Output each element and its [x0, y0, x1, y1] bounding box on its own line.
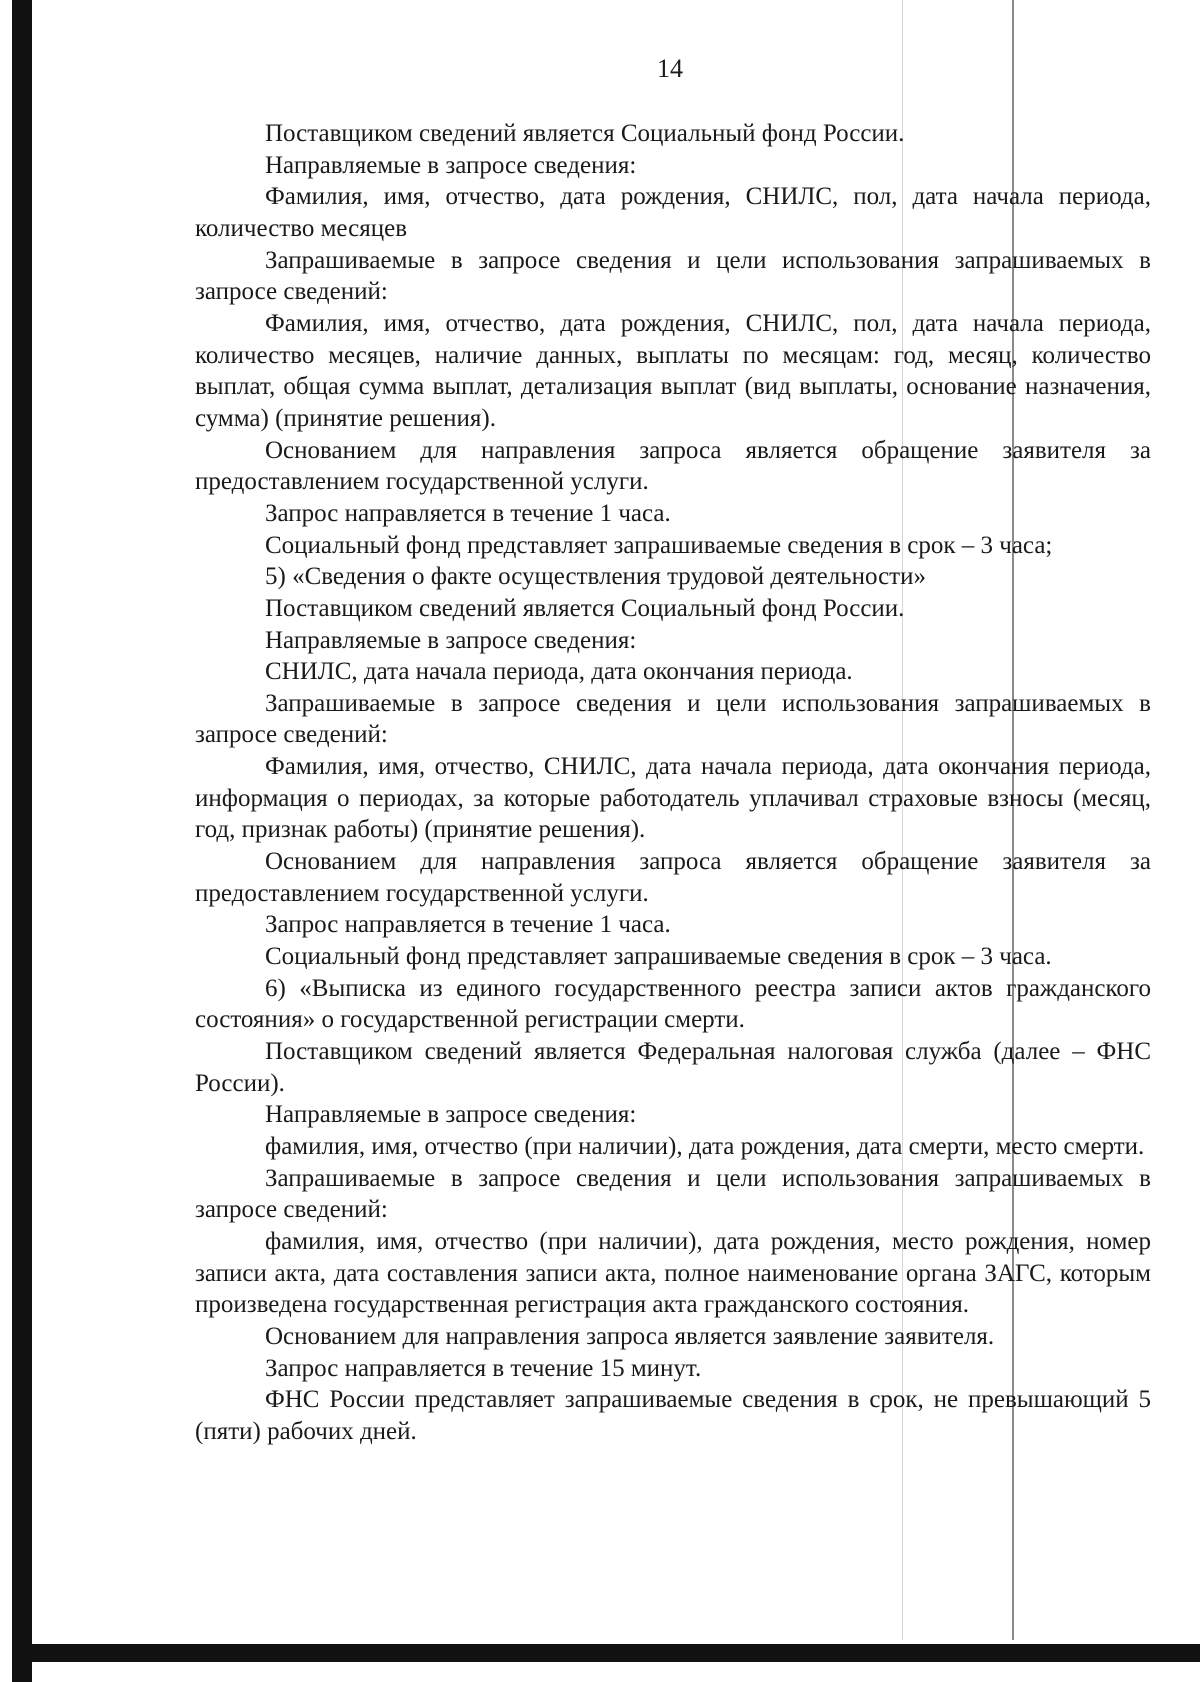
paragraph: Направляемые в запросе сведения: — [265, 151, 637, 179]
paragraph: Социальный фонд представляет запрашиваемые сведения в срок – 3 часа; — [265, 531, 1053, 559]
section-heading-5: 5) «Сведения о факте осуществления трудовой деятельности» — [265, 563, 926, 591]
paragraph: Запрос направляется в течение 15 минут. — [265, 1354, 702, 1382]
paragraph: Поставщиком сведений является Социальный фонд России. — [265, 120, 905, 147]
paragraph: Запрос направляется в течение 1 часа. — [265, 499, 671, 527]
section-heading-6: 6) «Выписка из единого государственного реестра записи актов гражданского состояния» о государственной регистрации смерти. — [195, 974, 1151, 1034]
paragraph: Основанием для направления запроса является обращение заявителя за предоставлением государственной услуги. — [195, 436, 1151, 496]
paragraph: Запрос направляется в течение 1 часа. — [265, 911, 671, 939]
paragraph: ФНС России представляет запрашиваемые сведения в срок, не превышающий 5 (пяти) рабочих дней. — [195, 1386, 1151, 1445]
paragraph: Направляемые в запросе сведения: — [265, 1101, 637, 1129]
paragraph: Поставщиком сведений является Социальный фонд России. — [265, 594, 905, 622]
scan-edge-bottom — [32, 1644, 1200, 1662]
paragraph: Запрашиваемые в запросе сведения и цели использования запрашиваемых в запросе сведений: — [195, 689, 1151, 749]
document-body — [195, 118, 1151, 1448]
paragraph: Фамилия, имя, отчество, дата рождения, СНИЛС, пол, дата начала периода, количество месяцев — [195, 183, 1151, 242]
paragraph: Основанием для направления запроса является обращение заявителя за предоставлением государственной услуги. — [195, 848, 1151, 907]
page-number: 14 — [657, 54, 683, 83]
paragraph: фамилия, имя, отчество (при наличии), дата рождения, дата смерти, место смерти. — [265, 1133, 1145, 1160]
paragraph: Социальный фонд представляет запрашиваемые сведения в срок – 3 часа. — [265, 943, 1052, 971]
paragraph: фамилия, имя, отчество (при наличии), дата рождения, место рождения, номер записи акта, дата составления записи акта, полное наименование органа ЗАГС, которым произведена государственная регистрация акта гражданского состояния. — [195, 1227, 1151, 1319]
paragraph: Направляемые в запросе сведения: — [265, 626, 637, 654]
paragraph: Фамилия, имя, отчество, дата рождения, СНИЛС, пол, дата начала периода, количество месяцев, наличие данных, выплаты по месяцам: год, месяц, количество выплат, общая сумма выплат, детализация выплат (вид выплаты, основание назначения, сумма) (принятие решения). — [195, 309, 1151, 432]
paragraph: Поставщиком сведений является Федеральная налоговая служба (далее – ФНС России). — [195, 1038, 1151, 1097]
paragraph: СНИЛС, дата начала периода, дата окончания периода. — [265, 658, 853, 686]
paragraph: Основанием для направления запроса является заявление заявителя. — [265, 1322, 995, 1350]
paragraph: Запрашиваемые в запросе сведения и цели использования запрашиваемых в запросе сведений: — [195, 1164, 1151, 1224]
paragraph: Запрашиваемые в запросе сведения и цели использования запрашиваемых в запросе сведений: — [195, 246, 1151, 306]
scan-edge-left — [12, 0, 32, 1682]
paragraph: Фамилия, имя, отчество, СНИЛС, дата начала периода, дата окончания периода, информация о периодах, за которые работодатель уплачивал страховые взносы (месяц, год, признак работы) (принятие решения). — [195, 753, 1151, 844]
